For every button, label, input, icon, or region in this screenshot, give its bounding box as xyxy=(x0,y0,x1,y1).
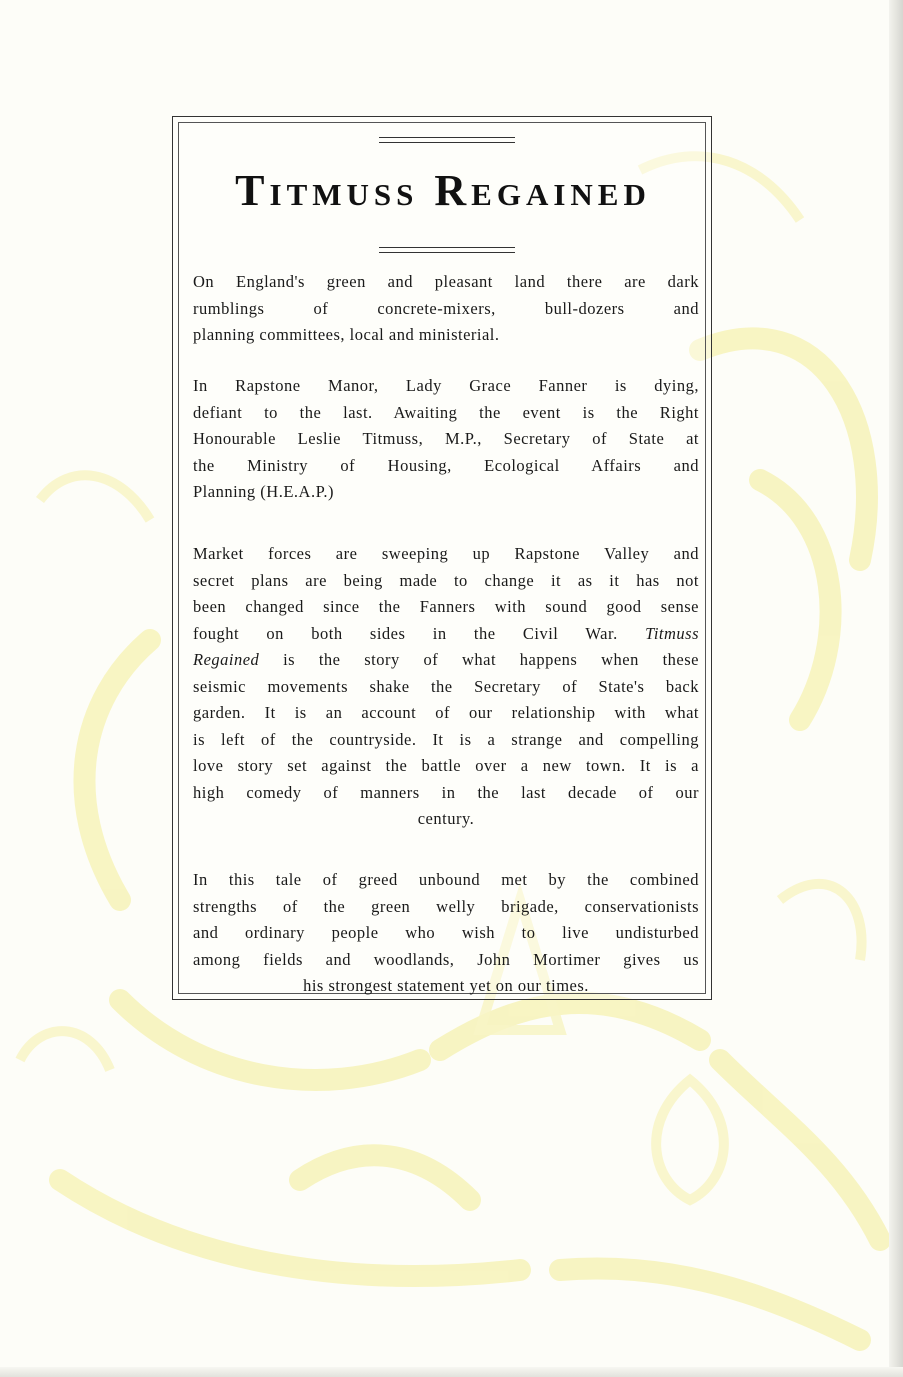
text-line: Planning (H.E.A.P.) xyxy=(193,482,335,501)
blurb-frame xyxy=(172,116,712,1000)
text-fragment: is the story of what happens when these xyxy=(283,650,699,669)
top-double-rule xyxy=(379,137,515,143)
paragraph-4 xyxy=(193,867,699,1000)
text-line: rumblings of concrete-mixers, bull-dozers and xyxy=(193,298,699,318)
text-line: Market forces are sweeping up Rapstone Valley and xyxy=(193,544,699,563)
text-line: seismic movements shake the Secretary of State's back xyxy=(193,676,699,696)
text-line: defiant to the last. Awaiting the event is the Right xyxy=(193,402,699,422)
text-line: his strongest statement yet on our times. xyxy=(303,976,589,995)
blurb-inner-frame xyxy=(178,122,706,994)
book-title: Titmuss Regained xyxy=(235,166,651,215)
text-line: and ordinary people who wish to live undisturbed xyxy=(193,923,699,942)
text-line: strengths of the green welly brigade, conservationists xyxy=(193,896,699,916)
text-line: century. xyxy=(417,809,475,828)
text-line: high comedy of manners in the last decade of our xyxy=(193,782,699,802)
italic-title-fragment: Titmuss xyxy=(645,623,700,643)
paragraph-1 xyxy=(193,269,699,349)
text-line: the Ministry of Housing, Ecological Affairs and xyxy=(193,455,699,475)
paragraph-2 xyxy=(193,373,699,506)
text-line: love story set against the battle over a new town. It is a xyxy=(193,756,699,775)
text-line: garden. It is an account of our relationship with what xyxy=(193,703,699,722)
text-line: In Rapstone Manor, Lady Grace Fanner is dying, xyxy=(193,376,699,395)
text-line: been changed since the Fanners with sound good sense xyxy=(193,597,699,616)
text-line: is left of the countryside. It is a strange and compelling xyxy=(193,729,699,749)
bottom-double-rule xyxy=(379,247,515,253)
text-line: planning committees, local and ministerial. xyxy=(193,325,500,344)
text-line: Honourable Leslie Titmuss, M.P., Secretary of State at xyxy=(193,429,699,448)
text-line: among fields and woodlands, John Mortimer gives us xyxy=(193,949,699,969)
text-line: secret plans are being made to change it as it has not xyxy=(193,570,699,590)
text-line-with-italic xyxy=(193,647,699,674)
page-edge-shadow xyxy=(889,0,903,1377)
page-bottom-edge xyxy=(0,1367,903,1377)
text-line: On England's green and pleasant land there are dark xyxy=(193,272,699,291)
italic-title-fragment: Regained xyxy=(193,650,260,669)
paragraph-3 xyxy=(193,541,699,833)
text-fragment: fought on both sides in the Civil War. xyxy=(193,623,618,643)
text-line-with-italic xyxy=(193,621,699,648)
text-line: In this tale of greed unbound met by the combined xyxy=(193,870,699,889)
